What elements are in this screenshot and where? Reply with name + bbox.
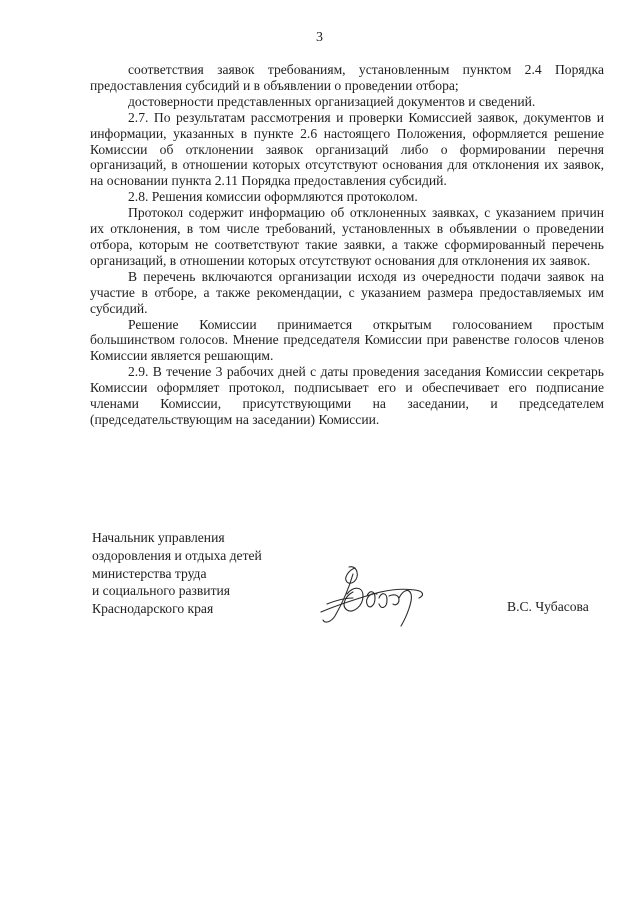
paragraph-list-inclusion: В перечень включаются организации исходя из очередности подачи заявок на участие в отборе, а также рекомендации, с указанием размера предоставляемых им субсидий.: [90, 268, 604, 316]
paragraph-2-9: 2.9. В течение 3 рабочих дней с даты проведения заседания Комиссии секретарь Комиссии оформляет протокол, подписывает его и обеспечивает его подписание членами Комиссии, присутствующими на заседании, и председателем (председательствующим на заседании) Комиссии.: [90, 364, 604, 427]
page-number: 3: [316, 30, 323, 45]
paragraph-2-7: 2.7. По результатам рассмотрения и проверки Комиссией заявок, документов и информации, указанных в пункте 2.6 настоящего Положения, оформляется решение Комиссии об отклонении заявок организаций либо о формировании перечня организаций, в отношении которых отсутствуют основания для отклонения их заявок, на основании пункта 2.11 Порядка предоставления субсидий.: [90, 109, 604, 189]
document-body: [90, 62, 604, 428]
paragraph-data-accuracy: достоверности представленных организацией документов и сведений.: [128, 93, 536, 109]
paragraph-requirements-compliance: соответствия заявок требованиям, установленным пунктом 2.4 Порядка предоставления субсидий и в объявлении о проведении отбора;: [90, 62, 604, 93]
position-line: оздоровления и отдыха детей: [92, 547, 262, 563]
handwritten-signature: [313, 560, 433, 630]
paragraph-protocol-content: Протокол содержит информацию об отклоненных заявках, с указанием причин их отклонения, в том числе требований, установленных в объявлении о проведении отбора, которым не соответствуют такие заявки, а также сформированный перечень организаций, в отношении которых отсутствуют основания для отклонения их заявок.: [90, 205, 604, 268]
position-line: и социального развития: [92, 583, 231, 599]
position-line: министерства труда: [92, 565, 207, 581]
paragraph-2-8: 2.8. Решения комиссии оформляются протоколом.: [128, 189, 418, 205]
paragraph-voting: Решение Комиссии принимается открытым голосованием простым большинством голосов. Мнение председателя Комиссии при равенстве голосов членов Комиссии является решающим.: [90, 316, 604, 364]
signer-name: В.С. Чубасова: [507, 599, 589, 614]
position-line: Начальник управления: [92, 530, 225, 545]
signatory-position: [92, 529, 262, 618]
position-line: Краснодарского края: [92, 601, 214, 617]
